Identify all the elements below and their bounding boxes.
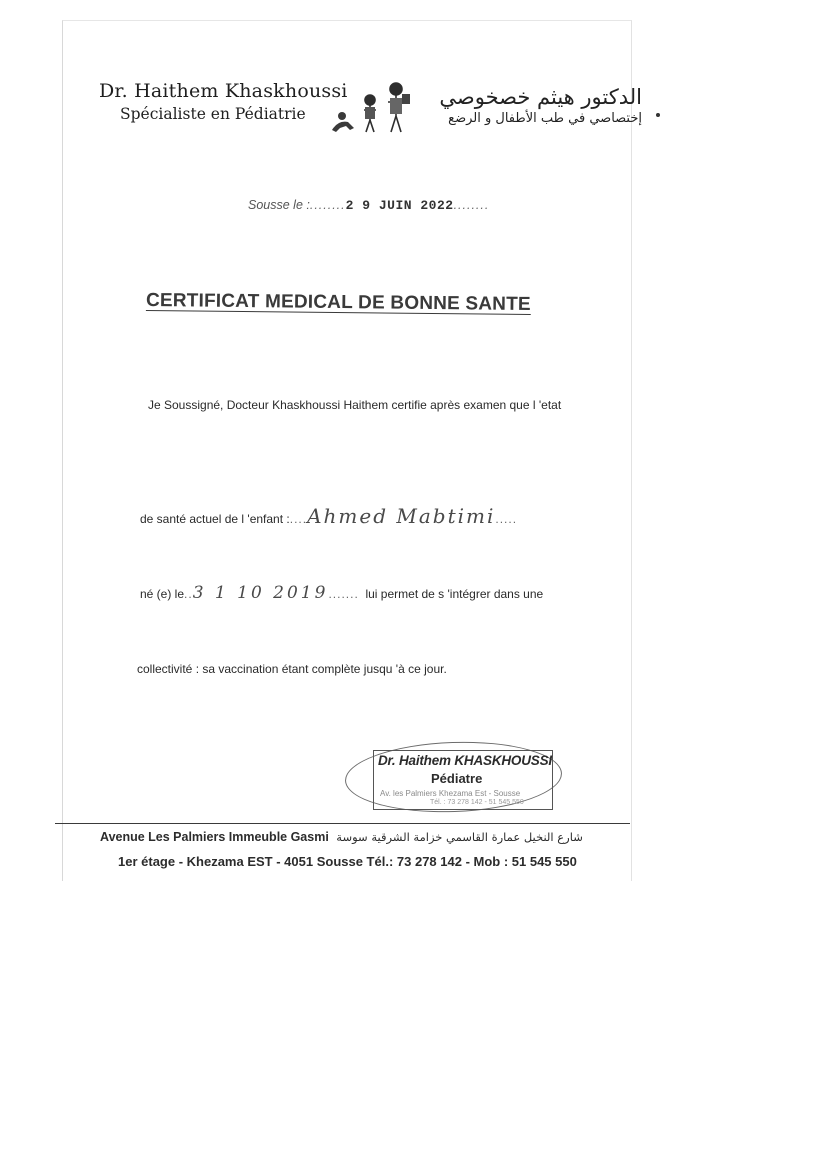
footer-address-line	[100, 830, 620, 844]
child-dots-before: ....	[289, 512, 308, 526]
letterhead-arabic	[420, 85, 642, 126]
body-line-3-rest: lui permet de s 'intégrer dans une	[365, 587, 544, 601]
body-line-3	[140, 583, 543, 603]
child-name-handwritten: Ahmed Mabtimi	[307, 504, 496, 528]
footer-divider	[55, 823, 630, 824]
footer-address-fr: Avenue Les Palmiers Immeuble Gasmi	[100, 830, 329, 844]
child-dots-after: .....	[495, 512, 518, 526]
doctor-name: Dr. Haithem Khaskhoussi	[99, 80, 348, 102]
certificate-title: CERTIFICAT MEDICAL DE BONNE SANTE	[145, 290, 531, 316]
stamp-phone: Tél. : 73 278 142 - 51 545 550	[430, 799, 524, 806]
body-line-1: Je Soussigné, Docteur Khaskhoussi Haithem certifie après examen que l 'etat	[148, 398, 562, 412]
doctor-specialty: Spécialiste en Pédiatrie	[120, 105, 306, 123]
stamp-address: Av. les Palmiers Khezama Est - Sousse	[380, 789, 521, 798]
doctor-specialty-arabic: إختصاصي في طب الأطفال و الرضع	[448, 111, 642, 126]
birth-dots-before: ..	[184, 587, 193, 601]
birth-label: né (e) le	[140, 587, 185, 601]
children-logo-icon	[328, 80, 420, 136]
body-line-4: collectivité : sa vaccination étant complète jusqu 'à ce jour.	[137, 662, 447, 676]
date-dots-before: ........	[309, 198, 346, 212]
date-label: Sousse le :	[248, 198, 310, 212]
stamp-doctor-name: Dr. Haithem KHASKHOUSSI	[378, 753, 552, 768]
birth-date-handwritten: 3 1 10 2019	[192, 583, 329, 603]
margin-dot	[656, 113, 660, 117]
date-stamp: 2 9 JUIN 2022	[345, 198, 454, 213]
footer-contact-line: 1er étage - Khezama EST - 4051 Sousse Tél.: 73 278 142 - Mob : 51 545 550	[118, 854, 577, 869]
doctor-name-arabic: الدكتور هيثم خصخوصي	[439, 85, 642, 109]
date-line	[248, 198, 489, 213]
body-line-2	[140, 504, 517, 528]
footer-address-ar: شارع النخيل عمارة القاسمي خزامة الشرقية سوسة	[336, 830, 583, 844]
birth-dots-after: .......	[328, 587, 359, 601]
child-label: de santé actuel de l 'enfant :	[140, 512, 290, 526]
date-dots-after: ........	[453, 198, 490, 212]
letterhead-french	[99, 80, 348, 123]
stamp-role: Pédiatre	[431, 771, 483, 786]
